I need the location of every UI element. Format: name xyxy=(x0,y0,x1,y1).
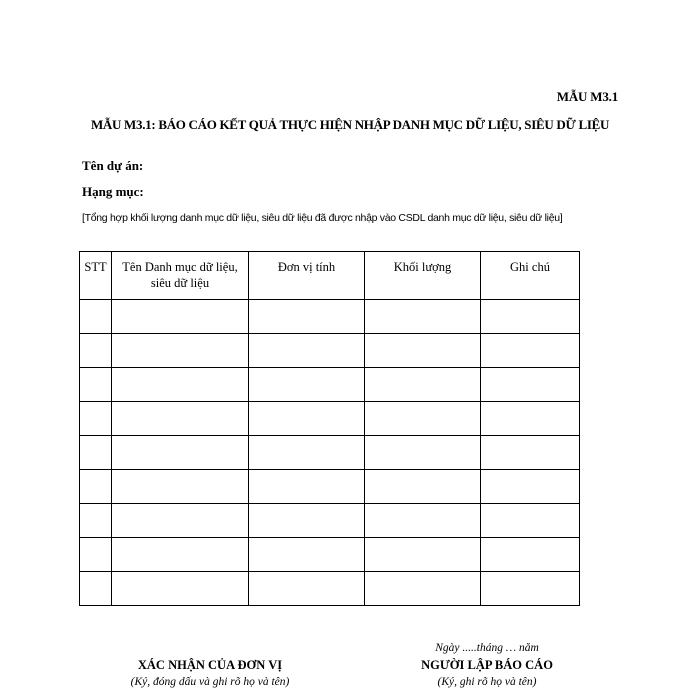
table-cell xyxy=(80,572,112,606)
report-table xyxy=(79,251,580,606)
table-cell xyxy=(481,504,580,538)
table-cell xyxy=(481,470,580,504)
table-cell xyxy=(365,368,481,402)
table-cell xyxy=(365,470,481,504)
table-cell xyxy=(365,538,481,572)
table-cell xyxy=(112,470,249,504)
table-cell xyxy=(249,572,365,606)
table-body xyxy=(80,300,580,606)
table-row xyxy=(80,402,580,436)
reporter-block xyxy=(387,640,587,690)
table-cell xyxy=(80,538,112,572)
table-cell xyxy=(365,504,481,538)
table-cell xyxy=(365,334,481,368)
table-cell xyxy=(249,504,365,538)
table-cell xyxy=(481,538,580,572)
table-cell xyxy=(481,572,580,606)
table-cell xyxy=(112,504,249,538)
table-cell xyxy=(112,436,249,470)
form-code: MẪU M3.1 xyxy=(556,89,618,104)
table-row xyxy=(80,436,580,470)
table-row xyxy=(80,572,580,606)
column-header-stt: STT xyxy=(80,252,112,300)
table-cell xyxy=(249,402,365,436)
table-cell xyxy=(249,538,365,572)
table-cell xyxy=(112,334,249,368)
table-row xyxy=(80,334,580,368)
table-cell xyxy=(249,470,365,504)
table-row xyxy=(80,504,580,538)
table-cell xyxy=(249,436,365,470)
column-header-quantity: Khối lượng xyxy=(365,252,481,300)
reporter-title: NGƯỜI LẬP BÁO CÁO xyxy=(421,658,553,672)
table-cell xyxy=(112,368,249,402)
table-cell xyxy=(481,402,580,436)
table-header-row xyxy=(80,252,580,300)
table-cell xyxy=(80,470,112,504)
column-header-unit: Đơn vị tính xyxy=(249,252,365,300)
table-row xyxy=(80,368,580,402)
table-cell xyxy=(80,504,112,538)
unit-confirmation-instruction: (Ký, đóng dấu và ghi rõ họ và tên) xyxy=(130,676,290,688)
table-cell xyxy=(80,300,112,334)
table-cell xyxy=(365,402,481,436)
table-row xyxy=(80,300,580,334)
reporter-instruction: (Ký, ghi rõ họ và tên) xyxy=(437,676,537,688)
report-date: Ngày .....tháng … năm xyxy=(435,642,539,654)
project-name-label: Tên dự án: xyxy=(82,158,144,173)
table-cell xyxy=(365,572,481,606)
table-cell xyxy=(481,436,580,470)
table-row xyxy=(80,538,580,572)
table-cell xyxy=(249,334,365,368)
table-cell xyxy=(249,300,365,334)
table-cell xyxy=(365,300,481,334)
column-header-item-name: Tên Danh mục dữ liệu, siêu dữ liệu xyxy=(112,252,249,300)
instruction-note: [Tổng hợp khối lượng danh mục dữ liệu, siêu dữ liệu đã được nhập vào CSDL danh mục dữ liệu, siêu dữ liệu] xyxy=(82,212,563,224)
table-cell xyxy=(481,334,580,368)
table-cell xyxy=(112,538,249,572)
unit-confirmation-title: XÁC NHẬN CỦA ĐƠN VỊ xyxy=(137,658,283,672)
table-cell xyxy=(112,572,249,606)
table-cell xyxy=(80,402,112,436)
table-cell xyxy=(481,368,580,402)
table-cell xyxy=(112,300,249,334)
table-cell xyxy=(80,368,112,402)
table-cell xyxy=(481,300,580,334)
table-cell xyxy=(249,368,365,402)
table-cell xyxy=(80,334,112,368)
category-label: Hạng mục: xyxy=(82,184,144,199)
column-header-notes: Ghi chú xyxy=(481,252,580,300)
unit-confirmation-block xyxy=(110,656,310,690)
table-cell xyxy=(80,436,112,470)
table-cell xyxy=(112,402,249,436)
document-title: MẪU M3.1: BÁO CÁO KẾT QUẢ THỰC HIỆN NHẬP DANH MỤC DỮ LIỆU, SIÊU DỮ LIỆU xyxy=(90,117,610,132)
table-cell xyxy=(365,436,481,470)
table-row xyxy=(80,470,580,504)
